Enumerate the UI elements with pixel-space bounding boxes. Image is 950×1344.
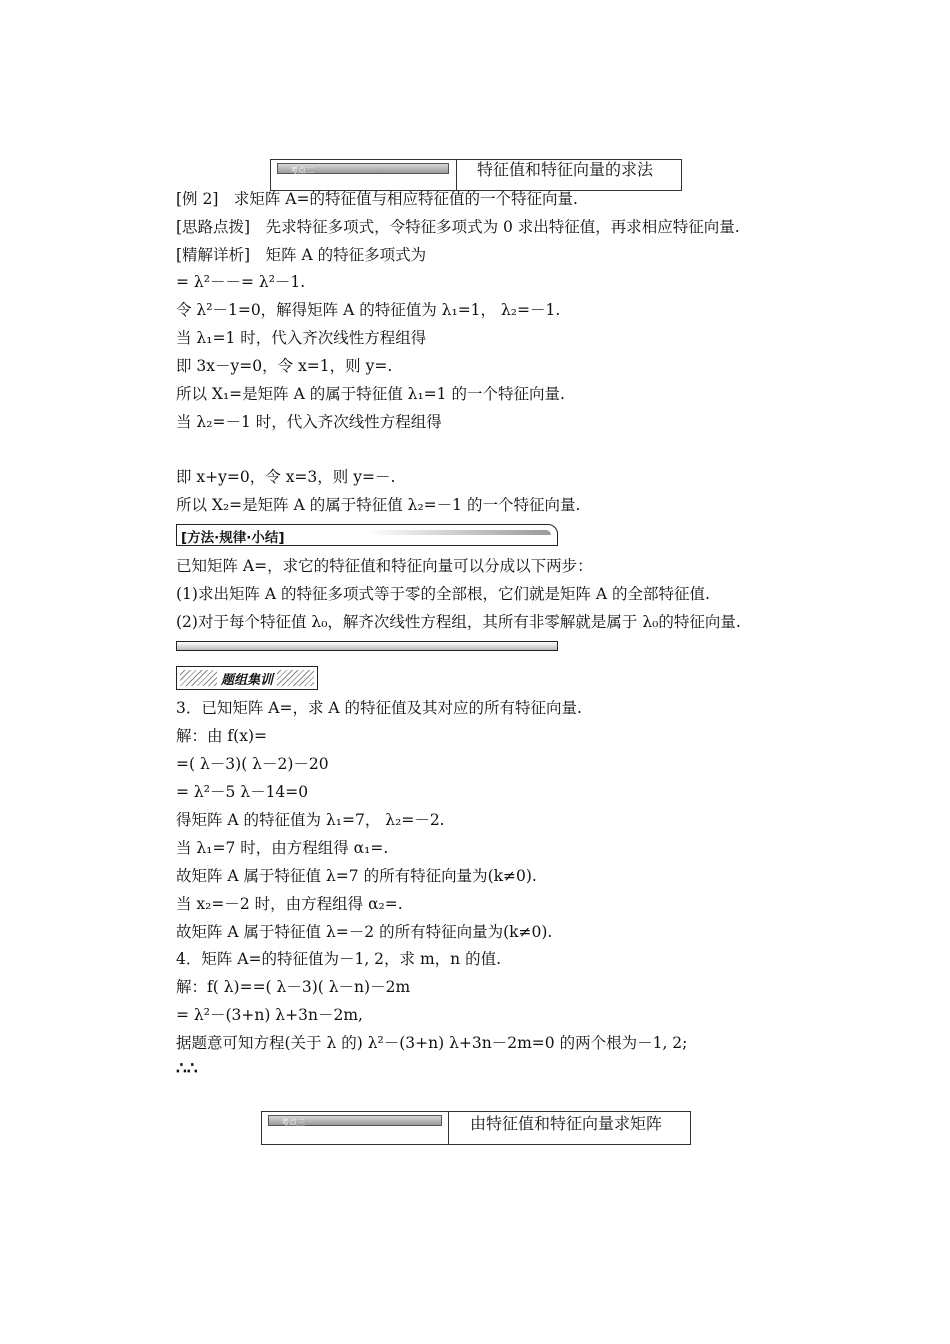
example-line: 所以 X₁=是矩阵 A 的属于特征值 λ₁=1 的一个特征向量. xyxy=(176,385,565,403)
method-summary-bottom-bar xyxy=(176,641,558,651)
example-line: = λ²－－= λ²－1. xyxy=(176,273,306,291)
exercise-line: 解：f( λ)==( λ－3)( λ－n)－2m xyxy=(176,978,411,996)
example-line: 即 x+y=0，令 x=3，则 y=－. xyxy=(176,468,396,486)
section-title: 由特征值和特征向量求矩阵 xyxy=(470,1114,663,1133)
exercise-line: 故矩阵 A 属于特征值 λ=7 的所有特征向量为(k≠0). xyxy=(176,867,537,885)
exercise-line: =( λ－3)( λ－2)－20 xyxy=(176,755,329,773)
exercise-line: 3．已知矩阵 A=，求 A 的特征值及其对应的所有特征向量. xyxy=(176,699,582,717)
exercise-set-header xyxy=(176,666,318,690)
example-line: 即 3x－y=0，令 x=1，则 y=. xyxy=(176,357,393,375)
example-line: 令 λ²－1=0，解得矩阵 A 的特征值为 λ₁=1， λ₂=－1. xyxy=(176,301,561,319)
exercise-line: 故矩阵 A 属于特征值 λ=－2 的所有特征向量为(k≠0). xyxy=(176,923,553,941)
method-line: 已知矩阵 A=，求它的特征值和特征向量可以分成以下两步： xyxy=(176,557,593,575)
exercise-set-label: 题组集训 xyxy=(217,669,277,688)
section-tag-text: 考点二 xyxy=(290,166,314,175)
section-title: 特征值和特征向量的求法 xyxy=(477,160,654,179)
example-line: [精解详析] 矩阵 A 的特征多项式为 xyxy=(176,246,427,264)
exercise-line: 据题意可知方程(关于 λ 的) λ²－(3+n) λ+3n－2m=0 的两个根为－1, 2; xyxy=(176,1034,688,1052)
method-summary-label: [方法·规律·小结] xyxy=(181,530,285,546)
section-tag xyxy=(268,1115,442,1126)
example-line: [思路点拨] 先求特征多项式，令特征多项式为 0 求出特征值，再求相应特征向量. xyxy=(176,218,740,236)
method-line: (1)求出矩阵 A 的特征多项式等于零的全部根，它们就是矩阵 A 的全部特征值. xyxy=(176,585,710,603)
exercise-line: 得矩阵 A 的特征值为 λ₁=7， λ₂=－2. xyxy=(176,811,445,829)
exercise-line: 当 x₂=－2 时，由方程组得 α₂=. xyxy=(176,895,403,913)
header-divider xyxy=(448,1112,449,1144)
exercise-line: 解：由 f(x)= xyxy=(176,727,267,745)
section-header-3 xyxy=(261,1111,691,1145)
bar-shade xyxy=(367,530,551,535)
section-header-2 xyxy=(270,159,682,191)
example-line: 当 λ₁=1 时，代入齐次线性方程组得 xyxy=(176,329,427,347)
exercise-line: = λ²－5 λ－14=0 xyxy=(176,783,309,801)
example-line: 所以 X₂=是矩阵 A 的属于特征值 λ₂=－1 的一个特征向量. xyxy=(176,496,581,514)
section-tag-text: 考点三 xyxy=(281,1118,305,1127)
exercise-line: = λ²－(3+n) λ+3n－2m, xyxy=(176,1006,363,1024)
exercise-line: 4．矩阵 A=的特征值为－1, 2，求 m，n 的值. xyxy=(176,950,502,968)
exercise-line: ∴∴ xyxy=(176,1059,198,1079)
example-line: 当 λ₂=－1 时，代入齐次线性方程组得 xyxy=(176,413,442,431)
exercise-line: 当 λ₁=7 时，由方程组得 α₁=. xyxy=(176,839,389,857)
section-tag xyxy=(277,163,449,174)
method-summary-bar xyxy=(176,524,558,546)
header-divider xyxy=(456,160,457,190)
method-line: (2)对于每个特征值 λ₀，解齐次线性方程组，其所有非零解就是属于 λ₀的特征向量. xyxy=(176,613,741,631)
example-line: [例 2] 求矩阵 A=的特征值与相应特征值的一个特征向量. xyxy=(176,190,578,208)
